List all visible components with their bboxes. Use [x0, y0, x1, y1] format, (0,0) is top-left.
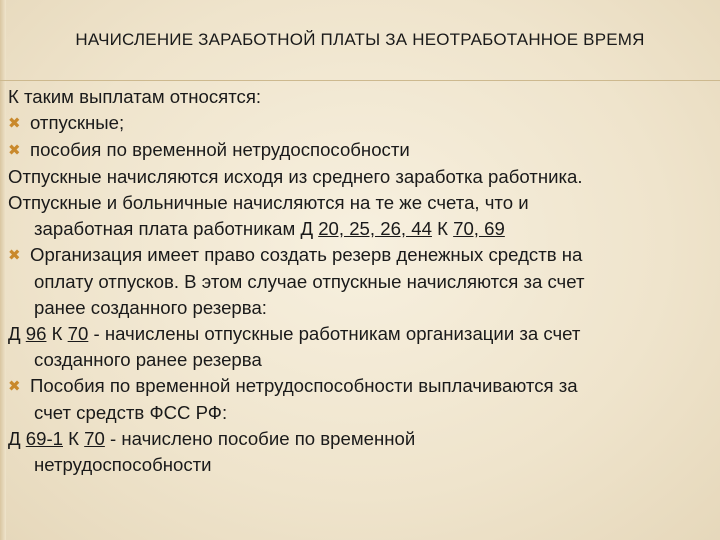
- paragraph-1: Отпускные начисляются исходя из среднего заработка работника.: [8, 166, 583, 187]
- slide-body: [8, 84, 714, 478]
- credit-label: К: [68, 428, 79, 449]
- accounting-entry-1: Д 96 К 70 - начислены отпускные работникам организации за счет созданного ранее резерва: [8, 323, 581, 370]
- list-item: ✖ Пособия по временной нетрудоспособности выплачиваются за счет средств ФСС РФ:: [8, 375, 578, 423]
- intro-text: К таким выплатам относятся:: [8, 86, 262, 107]
- debit-label: Д: [8, 323, 21, 344]
- bullet-x-icon: ✖: [8, 247, 21, 264]
- debit-account: 69-1: [25, 428, 63, 449]
- bullet-x-icon: ✖: [8, 378, 21, 395]
- credit-account: 70: [84, 428, 105, 449]
- debit-label: Д: [300, 218, 314, 239]
- credit-accounts: 70, 69: [453, 218, 505, 239]
- accounting-entry-2: Д 69-1 К 70 - начислено пособие по временной нетрудоспособности: [8, 428, 416, 475]
- credit-label: К: [51, 323, 63, 344]
- bullet-x-icon: ✖: [8, 142, 21, 159]
- debit-account: 96: [25, 323, 47, 344]
- slide-edge-decoration: [0, 0, 6, 540]
- list-item: ✖ отпускные;: [8, 110, 714, 137]
- bullet-x-icon: ✖: [8, 115, 21, 132]
- debit-label: Д: [8, 428, 21, 449]
- slide-title: НАЧИСЛЕНИЕ ЗАРАБОТНОЙ ПЛАТЫ ЗА НЕОТРАБОТАННОЕ ВРЕМЯ: [75, 30, 645, 49]
- debit-accounts: 20, 25, 26, 44: [318, 218, 432, 239]
- credit-label: К: [437, 218, 448, 239]
- credit-account: 70: [67, 323, 89, 344]
- title-divider: [0, 80, 720, 81]
- paragraph-2: Отпускные и больничные начисляются на те же счета, что и заработная плата работникам Д 20, 25, 26, 44 К 70, 69: [8, 192, 529, 239]
- list-item: ✖ Организация имеет право создать резерв денежных средств на оплату отпусков. В этом случае отпускные начисляются за счет ранее созданного резерва:: [8, 244, 585, 318]
- list-item: ✖ пособия по временной нетрудоспособности: [8, 137, 714, 164]
